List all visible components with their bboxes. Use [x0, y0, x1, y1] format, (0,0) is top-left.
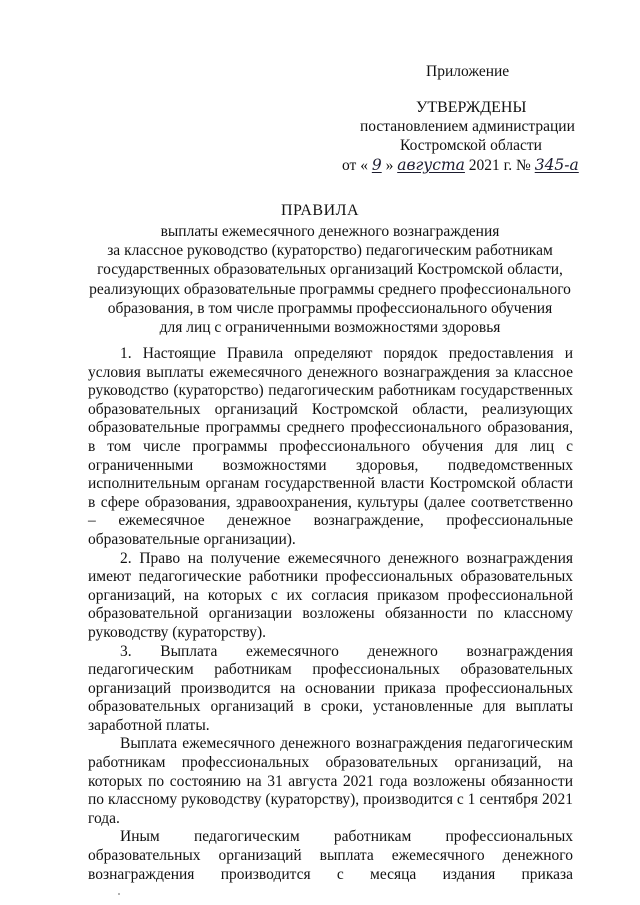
- document-subtitle: [70, 222, 590, 337]
- paragraph-1: 1. Настоящие Правила определяют порядок предоставления и условия выплаты ежемесячного денежного вознаграждения за классное руководство (кураторство) педагогическим работникам государственных образовательных организаций Костромской области, реализующих образовательные программы среднего профессионального образования, в том числе программы профессионального обучения для лиц с ограниченными возможностями здоровья, подведомственных исполнительным органам государственной власти Костромской области в сфере образования, здравоохранения, культуры (далее соответственно – ежемесячное денежное вознаграждение, профессиональные образовательные организации).: [88, 345, 573, 548]
- subtitle-line: реализующих образовательные программы среднего профессионального: [89, 280, 571, 298]
- paragraph-2: 2. Право на получение ежемесячного денежного вознаграждения имеют педагогические работники профессиональных образовательных организаций, на которых с их согласия приказом профессиональной образовательной организации возложены обязанности по классному руководству (кураторству).: [88, 549, 573, 641]
- document-body: [88, 345, 573, 884]
- paragraph-3-cont: Выплата ежемесячного денежного вознаграждения педагогическим работникам профессиональных образовательных организаций, на которых по состоянию на 31 августа 2021 года возложены обязанности по классному руководству (кураторству), производится с 1 сентября 2021 года.: [88, 735, 573, 827]
- scan-speck: [118, 893, 120, 895]
- date-prefix: от «: [342, 157, 368, 174]
- subtitle-line: выплаты ежемесячного денежного вознаграждения: [160, 223, 500, 240]
- appendix-label: Приложение: [426, 63, 510, 80]
- document-number-handwritten: 345-а: [534, 156, 579, 174]
- region-label: Костромской области: [400, 137, 542, 154]
- approved-label: УТВЕРЖДЕНЫ: [416, 99, 527, 116]
- date-month-handwritten: августа: [397, 156, 465, 174]
- date-day-handwritten: 9: [371, 156, 382, 174]
- document-title: ПРАВИЛА: [280, 202, 360, 219]
- paragraph-3: 3. Выплата ежемесячного денежного вознаграждения педагогическим работникам профессиональных образовательных организаций производится на основании приказа профессиональных образовательных организаций в сроки, установленные для выплаты заработной платы.: [88, 642, 573, 734]
- subtitle-line: государственных образовательных организаций Костромской области,: [97, 261, 563, 279]
- subtitle-line: за классное руководство (кураторство) педагогическим работникам: [107, 242, 553, 260]
- subtitle-line: образования, в том числе программы профессионального обучения: [107, 299, 553, 317]
- subtitle-line: для лиц с ограниченными возможностями здоровья: [159, 319, 501, 337]
- date-mid: »: [385, 157, 394, 174]
- date-year: 2021 г. №: [468, 157, 531, 174]
- paragraph-3-other: Иным педагогическим работникам профессиональных образовательных организаций выплата ежемесячного денежного вознаграждения производится с месяца издания приказа: [88, 828, 573, 883]
- date-line: [342, 155, 579, 176]
- resolution-label: постановлением администрации: [360, 118, 575, 135]
